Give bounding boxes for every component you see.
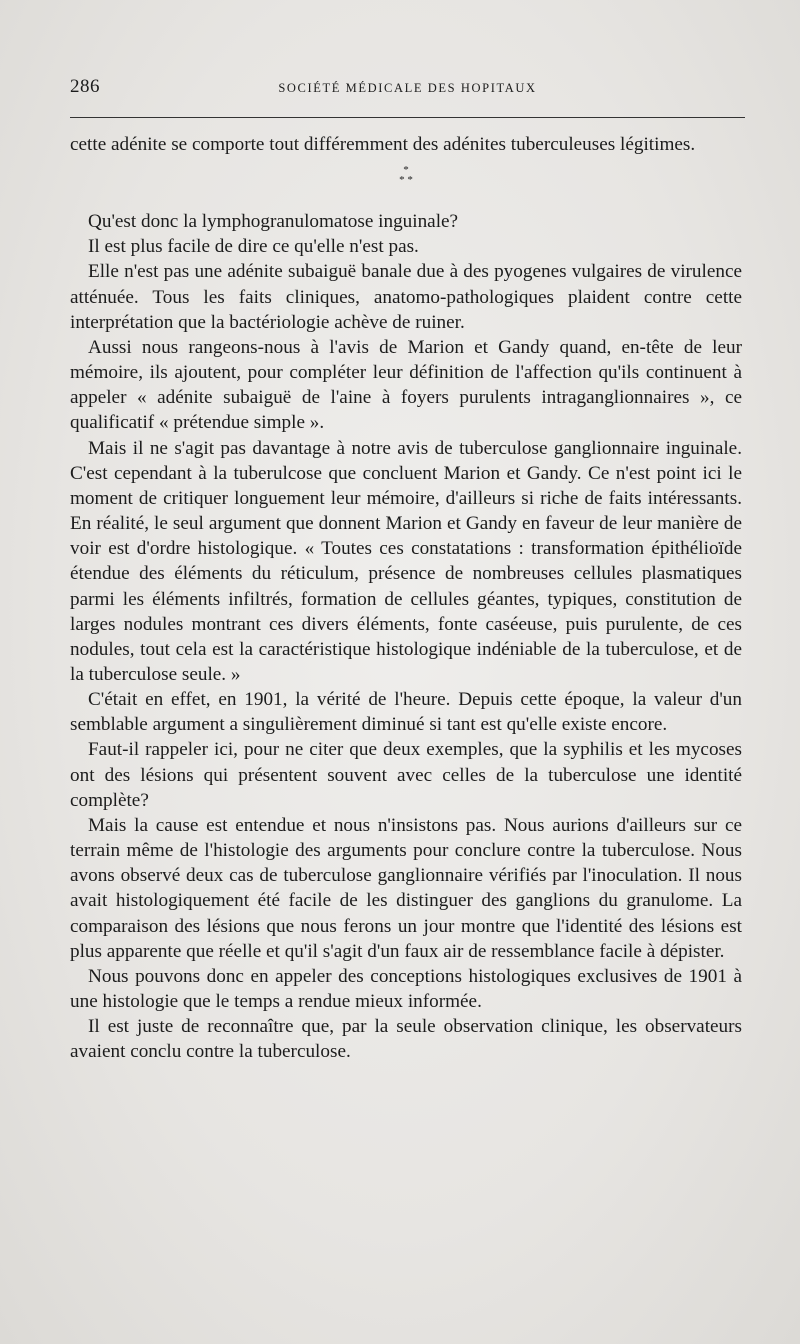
running-title: SOCIÉTÉ MÉDICALE DES HOPITAUX [278,81,537,95]
paragraph-4: Elle n'est pas une adénite subaiguë banale due à des pyogenes vulgaires de virulence atténuée. Tous les faits cliniques, anatomo-pathologiques plaident contre cette interprétation que la bactériologie achève de ruiner. [70,261,742,333]
paragraph-3: Il est plus facile de dire ce qu'elle n'est pas. [88,236,419,258]
header-rule [70,117,745,118]
section-separator [70,157,742,197]
paragraph-8: Faut-il rappeler ici, pour ne citer que deux exemples, que la syphilis et les mycoses ont des lésions qui présentent souvent avec celles de la tuberculose une identité complète? [70,739,742,811]
paragraph-7: C'était en effet, en 1901, la vérité de l'heure. Depuis cette époque, la valeur d'un semblable argument a singulièrement diminué si tant est qu'elle existe encore. [70,689,742,736]
paragraph-10: Nous pouvons donc en appeler des conceptions histologiques exclusives de 1901 à une histologie que le temps a rendue mieux informée. [70,965,742,1012]
paragraph-6: Mais il ne s'agit pas davantage à notre avis de tuberculose ganglionnaire inguinale. C'est cependant à la tuberulcose que concluent Marion et Gandy. Ce n'est point ici le moment de critiquer longuement leur mémoire, d'ailleurs si riche de faits intéressants. En réalité, le seul argument que donnent Marion et Gandy en faveur de leur manière de voir est d'ordre histologique. « Toutes ces constatations : transformation épithélioïde étendue des éléments du réticulum, présence de nombreuses cellules plasmatiques parmi les éléments infiltrés, formation de cellules géantes, typiques, constitution de larges nodules montrant ces divers éléments, fonte caséeuse, puis purulente, de ces nodules, tout cela est la caractéristique histologique indéniable de la tuberculose, et de la tuberculose seule. » [70,437,742,685]
page-header [70,76,745,104]
paragraph-2: Qu'est donc la lymphogranulomatose inguinale? [88,211,459,233]
asterism-bottom: * * [399,174,413,187]
paragraph-11: Il est juste de reconnaître que, par la seule observation clinique, les observateurs avaient conclu contre la tuberculose. [70,1016,742,1063]
page-number: 286 [70,76,100,97]
paragraph-9: Mais la cause est entendue et nous n'insistons pas. Nous aurions d'ailleurs sur ce terrain même de l'histologie des arguments pour conclure contre la tuberculose. Nous avons observé deux cas de tuberculose ganglionnaire vérifiés par l'inoculation. Il nous avait histologiquement été facile de les distinguer des ganglions du granulome. La comparaison des lésions que nous ferons un jour montre que l'identité des lésions est plus apparente que réelle et qu'il s'agit d'un faux air de ressemblance facile à dépister. [70,814,742,962]
paragraph-1: cette adénite se comporte tout différemment des adénites tuberculeuses légitimes. [70,134,696,155]
asterism-top: * [403,164,409,177]
body-text [70,132,742,1064]
paragraph-5: Aussi nous rangeons-nous à l'avis de Marion et Gandy quand, en-tête de leur mémoire, ils ajoutent, pour compléter leur définition de l'affection qu'ils continuent à appeler « adénite subaiguë de l'aine à foyers purulents intraganglionnaires », ce qualificatif « prétendue simple ». [70,336,742,434]
